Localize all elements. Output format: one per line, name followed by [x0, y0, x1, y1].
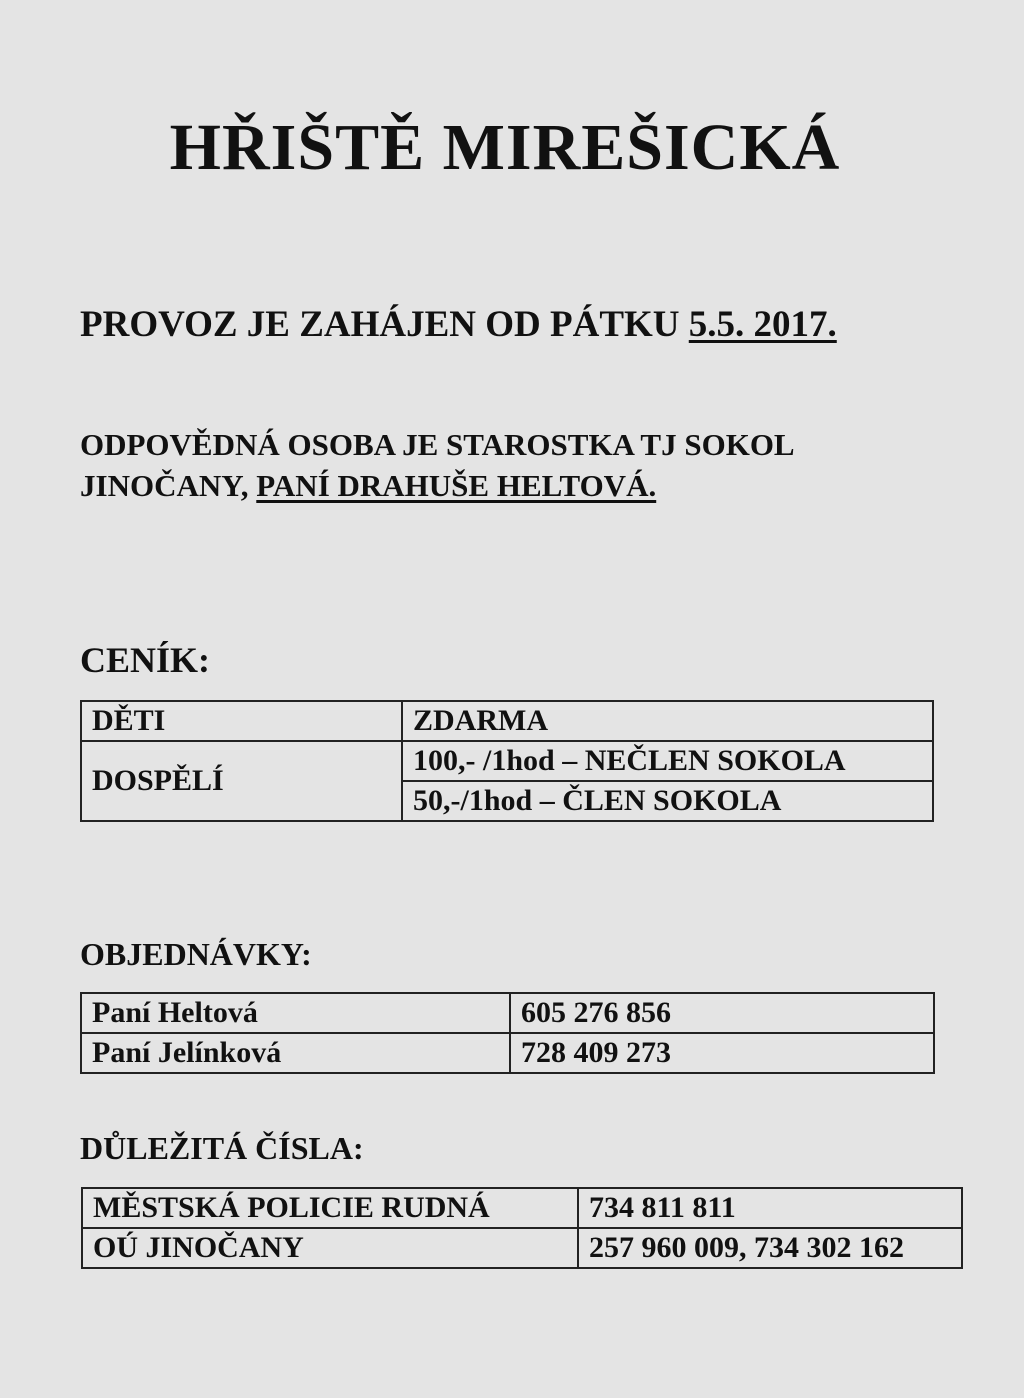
responsible-org: JINOČANY, — [80, 468, 257, 503]
price-value-cell: ZDARMA — [402, 701, 933, 741]
contact-name-cell: MĚSTSKÁ POLICIE RUDNÁ — [82, 1188, 578, 1228]
important-numbers-table — [81, 1187, 963, 1269]
table-row — [81, 993, 934, 1033]
responsible-name: PANÍ DRAHUŠE HELTOVÁ. — [256, 468, 657, 503]
responsible-person — [80, 424, 795, 506]
table-row — [81, 1033, 934, 1073]
dulezita-heading: DŮLEŽITÁ ČÍSLA: — [80, 1130, 364, 1166]
price-group-cell: DOSPĚLÍ — [81, 741, 402, 821]
opening-line — [80, 300, 837, 350]
booking-contacts-table — [80, 992, 935, 1074]
table-row — [82, 1188, 962, 1228]
table-row — [81, 741, 933, 781]
contact-phone-cell: 734 811 811 — [578, 1188, 962, 1228]
cenik-heading: CENÍK: — [80, 640, 211, 680]
table-row — [82, 1228, 962, 1268]
contact-name-cell: Paní Jelínková — [81, 1033, 510, 1073]
opening-text: PROVOZ JE ZAHÁJEN OD PÁTKU — [80, 304, 689, 345]
contact-name-cell: OÚ JINOČANY — [82, 1228, 578, 1268]
responsible-line-2 — [80, 465, 795, 506]
table-row — [81, 701, 933, 741]
price-group-cell: DĚTI — [81, 701, 402, 741]
objednavky-heading: OBJEDNÁVKY: — [80, 936, 312, 972]
contact-phone-cell: 728 409 273 — [510, 1033, 934, 1073]
page-title: HŘIŠTĚ MIREŠICKÁ — [169, 111, 841, 184]
price-value-cell: 50,-/1hod – ČLEN SOKOLA — [402, 781, 933, 821]
price-table — [80, 700, 934, 822]
contact-phone-cell: 605 276 856 — [510, 993, 934, 1033]
contact-phone-cell: 257 960 009, 734 302 162 — [578, 1228, 962, 1268]
price-value-cell: 100,- /1hod – NEČLEN SOKOLA — [402, 741, 933, 781]
responsible-line-1: ODPOVĚDNÁ OSOBA JE STAROSTKA TJ SOKOL — [80, 427, 795, 462]
contact-name-cell: Paní Heltová — [81, 993, 510, 1033]
opening-date: 5.5. 2017. — [688, 304, 837, 345]
